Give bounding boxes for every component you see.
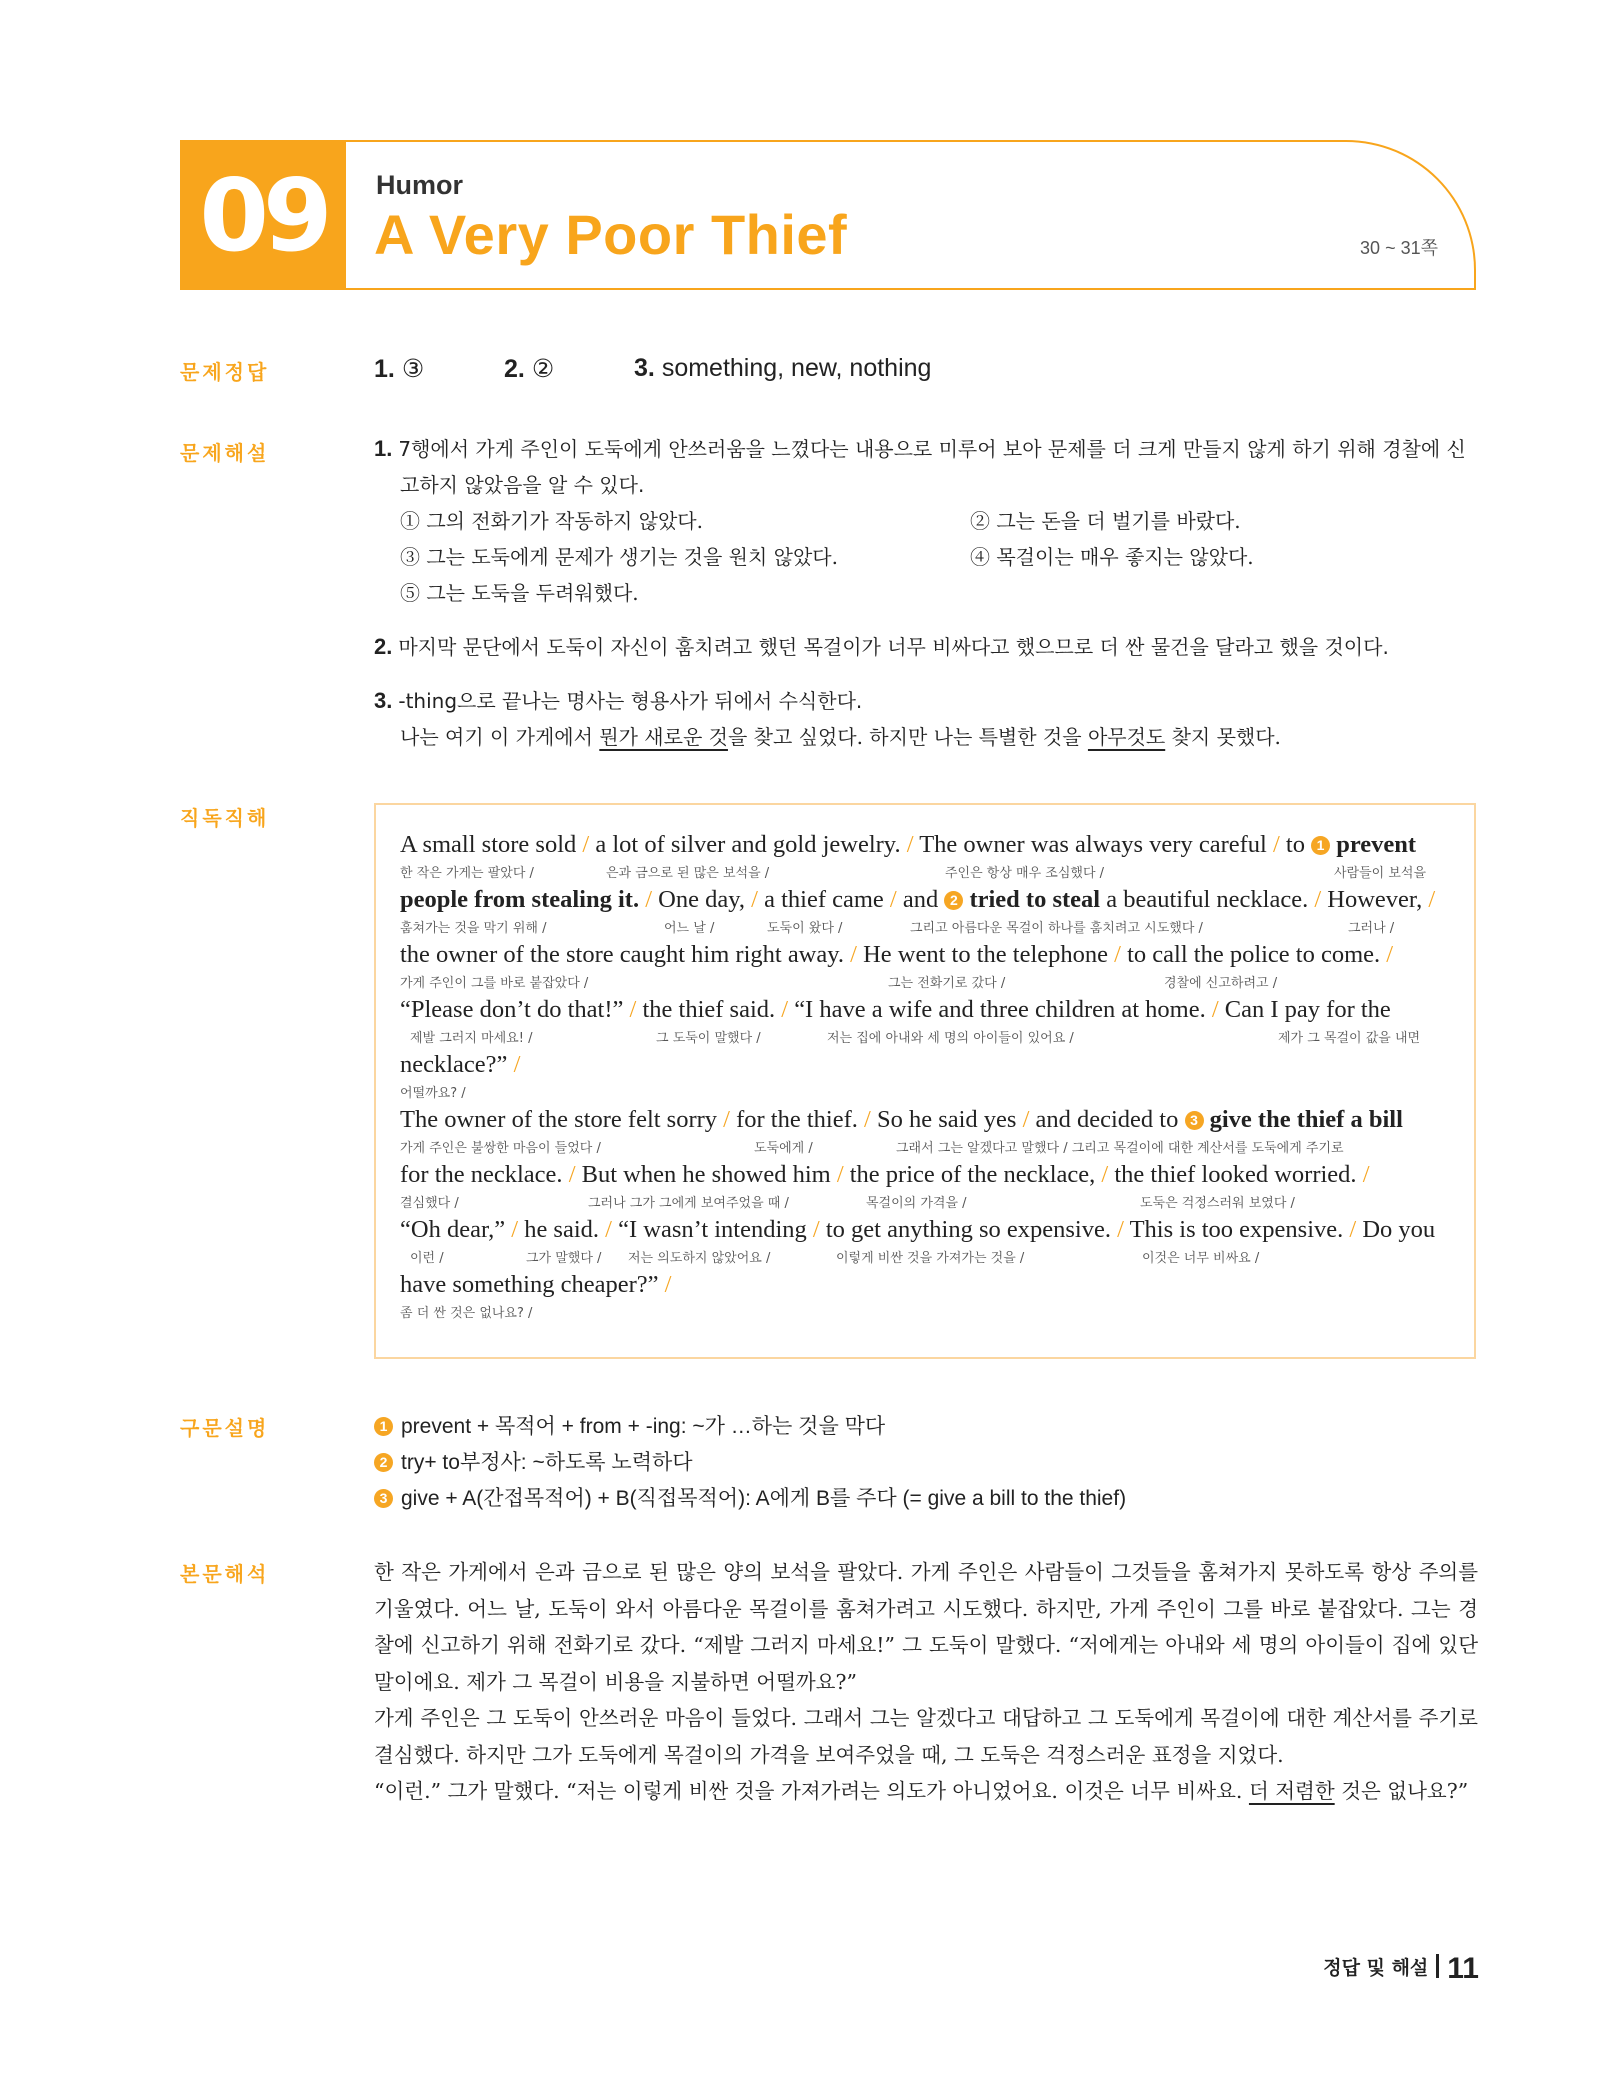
reading-line-english: the owner of the store caught him right away. / He went to the telephone / to call the police to come. / — [400, 941, 1394, 968]
choice-item: ③ 그는 도둑에게 문제가 생기는 것을 원치 않았다. — [400, 545, 838, 569]
reading-gloss: 가게 주인이 그를 바로 붙잡았다 / — [400, 976, 589, 991]
reading-line — [400, 886, 1454, 938]
reading-gloss: 그가 말했다 / — [526, 1251, 602, 1266]
explanation-q3-example: 나는 여기 이 가게에서 뭔가 새로운 것을 찾고 싶었다. 하지만 나는 특별한 것을 아무것도 찾지 못했다. — [400, 725, 1281, 749]
grammar-item — [374, 1410, 885, 1440]
reading-gloss: 제가 그 목걸이 값을 내면 — [1278, 1031, 1421, 1046]
answer-item: 1. ③ — [374, 355, 425, 383]
reading-gloss: 어떨까요? / — [400, 1086, 466, 1101]
choice-item: ④ 목걸이는 매우 좋지는 않았다. — [970, 545, 1254, 569]
reading-gloss: 그러나 그가 그에게 보여주었을 때 / — [588, 1196, 789, 1211]
direct-reading-box — [374, 803, 1476, 1359]
reading-gloss: 이렇게 비싼 것을 가져가는 것을 / — [836, 1251, 1025, 1266]
reading-gloss: 도둑이 왔다 / — [767, 921, 843, 936]
reading-section-label: 직독직해 — [180, 806, 270, 830]
reading-line-english: “Please don’t do that!” / the thief said. / “I have a wife and three children at home. / Can I pay for the — [400, 996, 1391, 1023]
explanation-q3-text: -thing으로 끝나는 명사는 형용사가 뒤에서 수식한다. — [398, 689, 863, 713]
reading-gloss: 그리고 아름다운 목걸이 하나를 훔치려고 시도했다 / — [910, 921, 1203, 936]
grammar-item — [374, 1482, 1126, 1512]
reading-line — [400, 941, 1454, 993]
footer-divider — [1436, 1954, 1439, 1978]
reading-gloss: 저는 집에 아내와 세 명의 아이들이 있어요 / — [827, 1031, 1074, 1046]
lesson-header — [180, 140, 1478, 290]
reading-line — [400, 1216, 1454, 1268]
grammar-text: try+ to부정사: ~하도록 노력하다 — [401, 1451, 693, 1474]
lesson-title: A Very Poor Thief — [374, 203, 848, 266]
translation-paragraph: 한 작은 가게에서 은과 금으로 된 많은 양의 보석을 팔았다. 가게 주인은 사람들이 그것들을 훔쳐가지 못하도록 항상 주의를 기울였다. 어느 날, 도둑이 와서 아름다운 목걸이를 훔쳐가려고 시도했다. 하지만, 가게 주인이 그를 바로 붙잡았다. 그는 경찰에 신고하기 위해 전화기로 갔다. “제발 그러지 마세요!” 그 도둑이 말했다. “저에게는 아내와 세 명의 아이들이 집에 있단 말이에요. 제가 그 목걸이 비용을 지불하면 어떨까요?” — [374, 1560, 1478, 1694]
answers-section-label: 문제정답 — [180, 360, 270, 384]
reading-gloss: 이런 / — [410, 1251, 444, 1266]
reading-gloss: 은과 금으로 된 많은 보석을 / — [606, 866, 770, 881]
reading-line-english: necklace?” / — [400, 1051, 521, 1078]
reading-gloss: 도둑에게 / — [754, 1141, 813, 1156]
reading-gloss: 그 도둑이 말했다 / — [656, 1031, 761, 1046]
explanation-q1-text-cont: 고하지 않았음을 알 수 있다. — [400, 473, 645, 497]
grammar-section-label: 구문설명 — [180, 1416, 270, 1440]
grammar-badge-2: 2 — [944, 891, 963, 910]
footer-label: 정답 및 해설 — [1323, 1957, 1429, 1979]
reading-gloss: 이것은 너무 비싸요 / — [1142, 1251, 1260, 1266]
explanation-q2: 2. 마지막 문단에서 도둑이 자신이 훔치려고 했던 목걸이가 너무 비싸다고 했으므로 더 싼 물건을 달라고 했을 것이다. — [374, 634, 1389, 659]
lesson-category: Humor — [376, 170, 463, 200]
explanation-section-label: 문제해설 — [180, 441, 270, 465]
translation-paragraph: 가게 주인은 그 도둑이 안쓰러운 마음이 들었다. 그래서 그는 알겠다고 대답하고 그 도둑에게 목걸이에 대한 계산서를 주기로 결심했다. 하지만 그가 도둑에게 목걸이의 가격을 보여주었을 때, 그 도둑은 걱정스러운 표정을 지었다. — [374, 1706, 1478, 1767]
reading-line-english: “Oh dear,” / he said. / “I wasn’t intending / to get anything so expensive. / This is too expensive. / Do you — [400, 1216, 1436, 1243]
page-footer — [1323, 1952, 1479, 1986]
reading-line — [400, 996, 1454, 1048]
reading-gloss: 그러나 / — [1348, 921, 1395, 936]
reading-gloss: 그는 전화기로 갔다 / — [888, 976, 1006, 991]
answer-item: 3. something, new, nothing — [634, 354, 932, 382]
reading-gloss: 훔쳐가는 것을 막기 위해 / — [400, 921, 547, 936]
reading-line-english: A small store sold / a lot of silver and gold jewelry. / The owner was always very careful / to 1 prevent — [400, 831, 1417, 858]
reading-gloss: 목걸이의 가격을 / — [866, 1196, 967, 1211]
reading-gloss: 경찰에 신고하려고 / — [1164, 976, 1278, 991]
reading-gloss: 결심했다 / — [400, 1196, 459, 1211]
choice-list — [374, 503, 1478, 611]
choice-item: ⑤ 그는 도둑을 두려워했다. — [400, 581, 639, 605]
grammar-badge: 3 — [374, 1489, 393, 1508]
reading-line — [400, 1271, 1454, 1323]
answer-item: 2. ② — [504, 355, 555, 383]
reading-line-english: have something cheaper?” / — [400, 1271, 672, 1298]
reading-gloss: 가게 주인은 불쌍한 마음이 들었다 / — [400, 1141, 601, 1156]
reading-gloss: 그래서 그는 알겠다고 말했다 / 그리고 목걸이에 대한 계산서를 도둑에게 주기로 — [896, 1141, 1344, 1156]
explanation-q2-text: 마지막 문단에서 도둑이 자신이 훔치려고 했던 목걸이가 너무 비싸다고 했으므로 더 싼 물건을 달라고 했을 것이다. — [398, 635, 1389, 659]
translation-body — [374, 1554, 1478, 1810]
reading-gloss: 어느 날 / — [664, 921, 715, 936]
grammar-badge: 1 — [374, 1417, 393, 1436]
explanation-q1: 1. 7행에서 가게 주인이 도둑에게 안쓰러움을 느꼈다는 내용으로 미루어 보아 문제를 더 크게 만들지 않게 하기 위해 경찰에 신 고하지 않았음을 알 수 있다. ① 그의 전화기가 작동하지 않았다. ② 그는 돈을 더 벌기를 바랐다. ③ 그는 도둑에게 문제가 생기는 것을 원치 않았다. ④ 목걸이는 매우 좋지는 않았다. ⑤ 그는 도둑을 두려워했다. — [374, 431, 1478, 611]
grammar-badge-1: 1 — [1311, 836, 1330, 855]
page-number: 11 — [1447, 1952, 1479, 1985]
grammar-item — [374, 1446, 693, 1476]
grammar-text: prevent + 목적어 + from + -ing: ~가 …하는 것을 막다 — [401, 1415, 886, 1438]
reading-line — [400, 831, 1454, 883]
translation-paragraph: “이런.” 그가 말했다. “저는 이렇게 비싼 것을 가져가려는 의도가 아니었어요. 이것은 너무 비싸요. 더 저렴한 것은 없나요?” — [374, 1779, 1469, 1803]
lesson-number-box — [180, 140, 346, 290]
grammar-badge-3: 3 — [1185, 1111, 1204, 1130]
lesson-number: 09 — [199, 157, 327, 274]
reading-gloss: 사람들이 보석을 — [1334, 866, 1427, 881]
grammar-badge: 2 — [374, 1453, 393, 1472]
reading-gloss: 저는 의도하지 않았어요 / — [628, 1251, 771, 1266]
reading-gloss: 한 작은 가게는 팔았다 / — [400, 866, 534, 881]
page-reference: 30 ~ 31쪽 — [1360, 238, 1438, 258]
reading-line — [400, 1106, 1454, 1158]
reading-line — [400, 1161, 1454, 1213]
choice-item: ① 그의 전화기가 작동하지 않았다. — [400, 509, 703, 533]
reading-line — [400, 1051, 1454, 1103]
reading-line-english: The owner of the store felt sorry / for the thief. / So he said yes / and decided to 3 give the thief a bill — [400, 1106, 1403, 1133]
reading-line-english: for the necklace. / But when he showed him / the price of the necklace, / the thief looked worried. / — [400, 1161, 1370, 1188]
choice-item: ② 그는 돈을 더 벌기를 바랐다. — [970, 509, 1241, 533]
reading-gloss: 제발 그러지 마세요! / — [410, 1031, 533, 1046]
translation-section-label: 본문해석 — [180, 1562, 270, 1586]
explanation-q3: 3. -thing으로 끝나는 명사는 형용사가 뒤에서 수식한다. 나는 여기 이 가게에서 뭔가 새로운 것을 찾고 싶었다. 하지만 나는 특별한 것을 아무것도 찾지 못했다. — [374, 683, 1281, 755]
grammar-text: give + A(간접목적어) + B(직접목적어): A에게 B를 주다 (= give a bill to the thief) — [401, 1487, 1127, 1510]
reading-line-english: people from stealing it. / One day, / a thief came / and 2 tried to steal a beautiful necklace. / However, / — [400, 886, 1436, 913]
reading-gloss: 도둑은 걱정스러워 보였다 / — [1140, 1196, 1295, 1211]
reading-gloss: 좀 더 싼 것은 없나요? / — [400, 1306, 533, 1321]
reading-gloss: 주인은 항상 매우 조심했다 / — [945, 866, 1105, 881]
explanation-q1-text: 7행에서 가게 주인이 도둑에게 안쓰러움을 느꼈다는 내용으로 미루어 보아 문제를 더 크게 만들지 않게 하기 위해 경찰에 신 — [398, 437, 1466, 461]
